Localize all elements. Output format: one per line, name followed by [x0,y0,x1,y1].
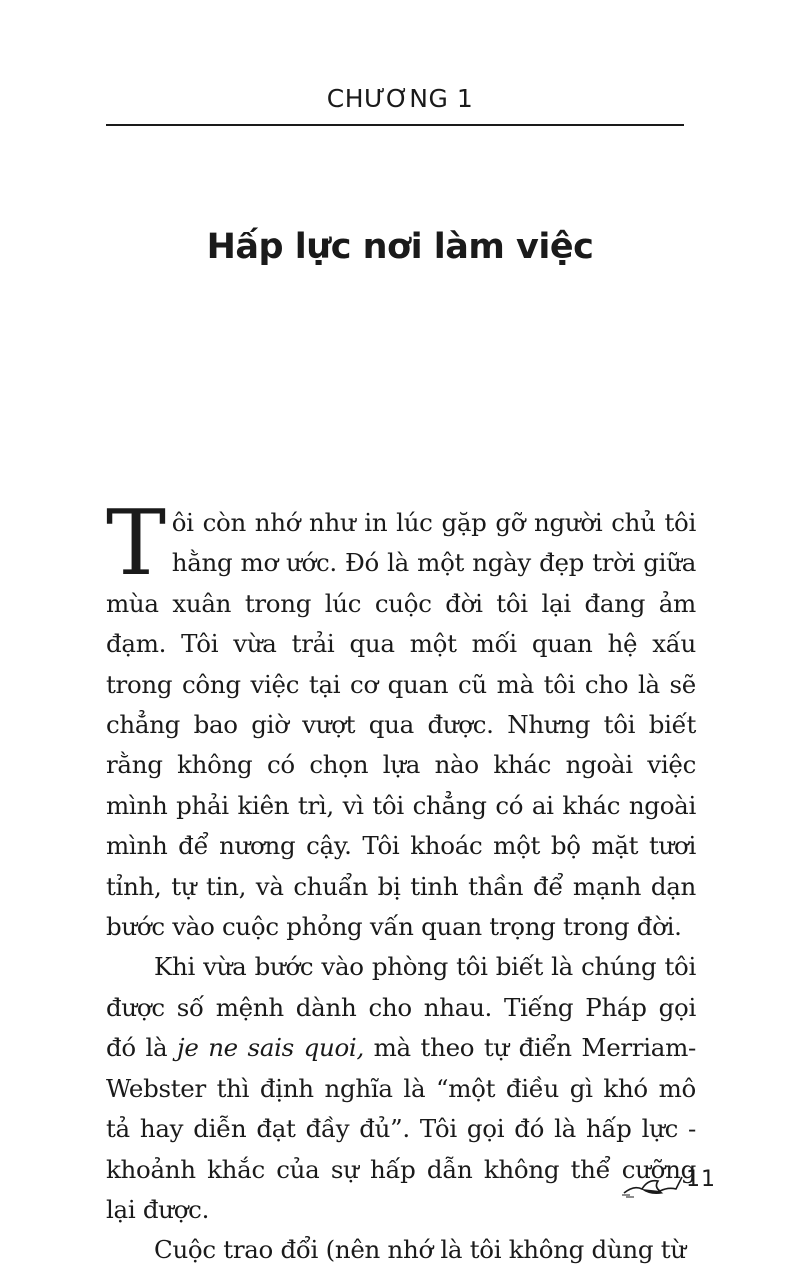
paragraph-2 [106,947,696,1230]
paragraph-2-text-start: Khi vừa bước vào phòng tôi biết là chúng tôi được số mệnh dành cho nhau. Tiếng Pháp gọi đó là [106,952,696,1063]
paragraph-1-text: ôi còn nhớ như in lúc gặp gỡ người chủ tôi hằng mơ ước. Đó là một ngày đẹp trời giữa mùa xuân trong lúc cuộc đời tôi lại đang ảm đạm. Tôi vừa trải qua một mối quan hệ xấu trong công việc tại cơ quan cũ mà tôi cho là sẽ chẳng bao giờ vượt qua được. Nhưng tôi biết rằng không có chọn lựa nào khác ngoài việc mình phải kiên trì, vì tôi chẳng có ai khác ngoài mình để nương cậy. Tôi khoác một bộ mặt tươi tỉnh, tự tin, và chuẩn bị tinh thần để mạnh dạn bước vào cuộc phỏng vấn quan trọng trong đời. [106,508,696,942]
running-header [0,86,800,111]
page-number: 11 [686,1167,716,1192]
paragraph-2-italic-phrase: je ne sais quoi, [177,1033,364,1063]
running-title: CHƯƠNG 1 [326,84,474,113]
body-text [106,491,696,1271]
paragraph-3: Cuộc trao đổi (nên nhớ là tôi không dùng từ [154,1235,686,1265]
header-rule [106,124,684,126]
bird-ornament-icon [620,1169,684,1199]
page-footer [620,1165,720,1205]
drop-cap: T [106,491,166,596]
chapter-title: Hấp lực nơi làm việc [206,227,594,267]
paragraph-2-text-end: mà theo tự điển Merriam-Webster thì định nghĩa là “một điều gì khó mô tả hay diễn đạt đầy đủ”. Tôi gọi đó là hấp lực - khoảnh khắc của sự hấp dẫn không thể cưỡng lại được. [106,1033,696,1224]
paragraph-1 [106,491,696,947]
